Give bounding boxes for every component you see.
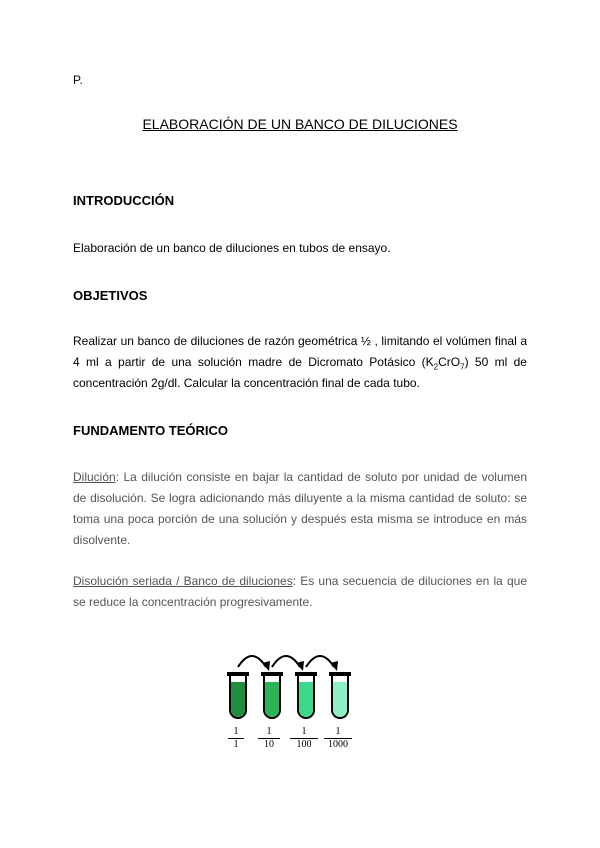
objetivos-heading: OBJETIVOS — [73, 288, 148, 303]
test-tube-3 — [295, 672, 317, 718]
fraction-1000: $\frac{1}{1000}$ — [324, 726, 352, 751]
seriada-term: Disolución seriada / Banco de diluciones — [73, 574, 293, 588]
page-title: ELABORACIÓN DE UN BANCO DE DILUCIONES — [142, 116, 458, 132]
dilucion-term: Dilución — [73, 470, 116, 484]
test-tube-4 — [329, 672, 351, 718]
seriada-paragraph: Disolución seriada / Banco de diluciones: Es una secuencia de diluciones en la que se reduce la concentración progresivamente. — [73, 574, 527, 609]
transfer-arrow-1 — [238, 656, 266, 667]
fraction-100: $\frac{1}{100}$ — [290, 726, 318, 751]
page-label: P. — [73, 73, 83, 87]
transfer-arrow-2 — [272, 656, 300, 667]
objetivos-text: Realizar un banco de diluciones de razón geométrica ½ , limitando el volúmen final a 4 ml a partir de una solución madre de Dicromato Potásico $(K_2CrO_7)$ 50 ml de concentración 2g/dl. Calcular la concentración final de cada tubo. — [73, 334, 527, 390]
intro-heading: INTRODUCCIÓN — [73, 193, 175, 208]
test-tube-2 — [261, 672, 283, 718]
fundamento-heading: FUNDAMENTO TEÓRICO — [73, 423, 229, 438]
dilucion-paragraph: Dilución: La dilución consiste en bajar la cantidad de soluto por unidad de volumen de disolución. Se logra adicionando más diluyente a la misma cantidad de soluto: se toma una poca porción de una solución y después esta misma se introduce en más disolvente. — [73, 470, 527, 547]
transfer-arrow-3 — [306, 656, 334, 667]
intro-text: Elaboración de un banco de diluciones en tubos de ensayo. — [73, 241, 391, 255]
test-tube-1 — [227, 672, 249, 718]
fraction-1: $\frac{1}{1}$ — [228, 726, 244, 751]
fraction-10: $\frac{1}{10}$ — [258, 726, 280, 751]
